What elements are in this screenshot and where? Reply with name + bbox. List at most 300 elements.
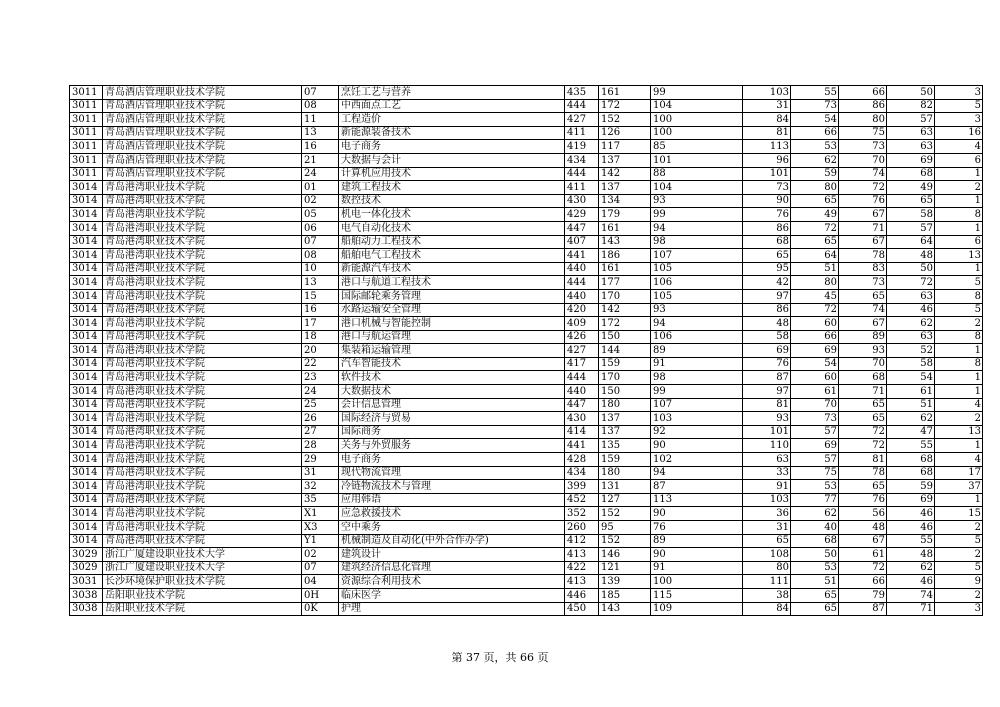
cell-col-12: 1 bbox=[935, 167, 983, 181]
cell-major-name: 临床医学 bbox=[339, 588, 565, 602]
cell-col-11: 55 bbox=[887, 534, 935, 548]
cell-col-12: 3 bbox=[935, 113, 983, 127]
cell-school-name: 青岛港湾职业技术学院 bbox=[103, 344, 302, 358]
cell-school-name: 青岛酒店管理职业技术学院 bbox=[103, 86, 302, 100]
cell-col-12: 5 bbox=[935, 276, 983, 290]
cell-col-6: 142 bbox=[599, 167, 651, 181]
cell-col-9: 49 bbox=[791, 208, 839, 222]
cell-school-name: 青岛港湾职业技术学院 bbox=[103, 262, 302, 276]
cell-col-8: 113 bbox=[743, 140, 791, 154]
cell-school-name: 青岛港湾职业技术学院 bbox=[103, 412, 302, 426]
cell-col-6: 186 bbox=[599, 249, 651, 263]
cell-school-code: 3014 bbox=[70, 493, 103, 507]
cell-col-11: 48 bbox=[887, 249, 935, 263]
cell-col-10: 70 bbox=[839, 153, 887, 167]
cell-major-name: 国际经济与贸易 bbox=[339, 412, 565, 426]
cell-major-code: 07 bbox=[302, 235, 339, 249]
cell-col-9: 55 bbox=[791, 86, 839, 100]
cell-score: 414 bbox=[565, 425, 599, 439]
cell-col-10: 71 bbox=[839, 385, 887, 399]
cell-col-8: 84 bbox=[743, 113, 791, 127]
cell-col-9: 68 bbox=[791, 534, 839, 548]
cell-col-8: 65 bbox=[743, 249, 791, 263]
cell-school-name: 青岛港湾职业技术学院 bbox=[103, 493, 302, 507]
cell-col-7: 101 bbox=[651, 153, 743, 167]
cell-school-name: 青岛酒店管理职业技术学院 bbox=[103, 99, 302, 113]
cell-col-9: 50 bbox=[791, 548, 839, 562]
cell-score: 428 bbox=[565, 453, 599, 467]
cell-score: 444 bbox=[565, 276, 599, 290]
table-row bbox=[70, 153, 983, 167]
cell-score: 444 bbox=[565, 99, 599, 113]
cell-col-11: 65 bbox=[887, 194, 935, 208]
cell-col-8: 91 bbox=[743, 480, 791, 494]
cell-major-code: 28 bbox=[302, 439, 339, 453]
cell-col-12: 6 bbox=[935, 153, 983, 167]
cell-col-7: 88 bbox=[651, 167, 743, 181]
cell-col-6: 137 bbox=[599, 425, 651, 439]
cell-col-12: 5 bbox=[935, 534, 983, 548]
cell-col-11: 52 bbox=[887, 344, 935, 358]
cell-col-11: 72 bbox=[887, 276, 935, 290]
table-row bbox=[70, 357, 983, 371]
cell-col-9: 64 bbox=[791, 249, 839, 263]
cell-col-12: 2 bbox=[935, 317, 983, 331]
cell-col-7: 100 bbox=[651, 575, 743, 589]
cell-col-11: 63 bbox=[887, 126, 935, 140]
cell-score: 452 bbox=[565, 493, 599, 507]
cell-col-6: 143 bbox=[599, 602, 651, 616]
cell-school-name: 青岛港湾职业技术学院 bbox=[103, 480, 302, 494]
table-row bbox=[70, 167, 983, 181]
table-row bbox=[70, 140, 983, 154]
cell-col-12: 13 bbox=[935, 425, 983, 439]
cell-col-10: 73 bbox=[839, 140, 887, 154]
cell-col-11: 69 bbox=[887, 153, 935, 167]
table-row bbox=[70, 602, 983, 616]
cell-major-code: 02 bbox=[302, 194, 339, 208]
cell-col-12: 9 bbox=[935, 575, 983, 589]
cell-major-code: 35 bbox=[302, 493, 339, 507]
cell-col-6: 150 bbox=[599, 330, 651, 344]
cell-col-12: 2 bbox=[935, 521, 983, 535]
cell-col-9: 75 bbox=[791, 466, 839, 480]
cell-school-code: 3014 bbox=[70, 208, 103, 222]
cell-col-12: 3 bbox=[935, 86, 983, 100]
cell-major-code: 15 bbox=[302, 289, 339, 303]
cell-score: 441 bbox=[565, 439, 599, 453]
cell-col-9: 73 bbox=[791, 412, 839, 426]
cell-score: 412 bbox=[565, 534, 599, 548]
cell-major-code: 10 bbox=[302, 262, 339, 276]
cell-col-9: 72 bbox=[791, 303, 839, 317]
cell-major-name: 护理 bbox=[339, 602, 565, 616]
cell-col-11: 46 bbox=[887, 507, 935, 521]
cell-major-code: 0K bbox=[302, 602, 339, 616]
cell-major-code: 13 bbox=[302, 126, 339, 140]
table-row bbox=[70, 126, 983, 140]
cell-col-8: 36 bbox=[743, 507, 791, 521]
cell-col-9: 80 bbox=[791, 181, 839, 195]
table-row bbox=[70, 276, 983, 290]
cell-col-7: 100 bbox=[651, 126, 743, 140]
cell-col-9: 70 bbox=[791, 398, 839, 412]
cell-col-6: 150 bbox=[599, 385, 651, 399]
cell-col-6: 159 bbox=[599, 357, 651, 371]
cell-school-code: 3014 bbox=[70, 507, 103, 521]
cell-col-9: 57 bbox=[791, 453, 839, 467]
cell-score: 450 bbox=[565, 602, 599, 616]
table-row bbox=[70, 534, 983, 548]
cell-col-11: 57 bbox=[887, 221, 935, 235]
cell-col-10: 76 bbox=[839, 194, 887, 208]
cell-col-12: 1 bbox=[935, 493, 983, 507]
cell-col-9: 53 bbox=[791, 140, 839, 154]
cell-col-9: 69 bbox=[791, 439, 839, 453]
cell-col-8: 101 bbox=[743, 425, 791, 439]
cell-major-code: 23 bbox=[302, 371, 339, 385]
cell-school-name: 岳阳职业技术学院 bbox=[103, 602, 302, 616]
cell-col-8: 90 bbox=[743, 194, 791, 208]
cell-col-12: 37 bbox=[935, 480, 983, 494]
cell-major-code: X3 bbox=[302, 521, 339, 535]
cell-col-8: 110 bbox=[743, 439, 791, 453]
cell-col-10: 67 bbox=[839, 534, 887, 548]
cell-major-name: 建筑设计 bbox=[339, 548, 565, 562]
cell-col-11: 47 bbox=[887, 425, 935, 439]
cell-col-12: 1 bbox=[935, 344, 983, 358]
cell-col-12: 13 bbox=[935, 249, 983, 263]
cell-col-9: 60 bbox=[791, 317, 839, 331]
cell-col-6: 180 bbox=[599, 466, 651, 480]
cell-col-6: 146 bbox=[599, 548, 651, 562]
cell-col-7: 89 bbox=[651, 534, 743, 548]
cell-school-name: 青岛酒店管理职业技术学院 bbox=[103, 153, 302, 167]
cell-col-12: 3 bbox=[935, 602, 983, 616]
cell-col-9: 77 bbox=[791, 493, 839, 507]
cell-col-7: 115 bbox=[651, 588, 743, 602]
cell-col-11: 63 bbox=[887, 330, 935, 344]
cell-col-9: 59 bbox=[791, 167, 839, 181]
table-row bbox=[70, 521, 983, 535]
cell-col-11: 61 bbox=[887, 385, 935, 399]
cell-col-11: 58 bbox=[887, 208, 935, 222]
cell-col-12: 4 bbox=[935, 398, 983, 412]
cell-col-8: 87 bbox=[743, 371, 791, 385]
cell-col-10: 73 bbox=[839, 276, 887, 290]
cell-score: 444 bbox=[565, 371, 599, 385]
cell-col-7: 104 bbox=[651, 99, 743, 113]
cell-school-code: 3014 bbox=[70, 249, 103, 263]
cell-school-name: 青岛港湾职业技术学院 bbox=[103, 208, 302, 222]
cell-col-10: 76 bbox=[839, 493, 887, 507]
cell-school-code: 3014 bbox=[70, 276, 103, 290]
cell-col-8: 111 bbox=[743, 575, 791, 589]
cell-major-name: 国际邮轮乘务管理 bbox=[339, 289, 565, 303]
cell-col-7: 91 bbox=[651, 357, 743, 371]
cell-col-9: 53 bbox=[791, 561, 839, 575]
cell-col-8: 108 bbox=[743, 548, 791, 562]
cell-major-name: 工程造价 bbox=[339, 113, 565, 127]
cell-col-11: 46 bbox=[887, 303, 935, 317]
cell-col-6: 170 bbox=[599, 289, 651, 303]
table-row bbox=[70, 113, 983, 127]
cell-major-code: 07 bbox=[302, 561, 339, 575]
table-row bbox=[70, 194, 983, 208]
table-row bbox=[70, 221, 983, 235]
cell-major-name: 应用韩语 bbox=[339, 493, 565, 507]
cell-major-code: 04 bbox=[302, 575, 339, 589]
cell-col-12: 4 bbox=[935, 453, 983, 467]
cell-col-6: 185 bbox=[599, 588, 651, 602]
cell-score: 435 bbox=[565, 86, 599, 100]
table-row bbox=[70, 317, 983, 331]
cell-col-7: 93 bbox=[651, 194, 743, 208]
table-row bbox=[70, 289, 983, 303]
cell-col-9: 66 bbox=[791, 126, 839, 140]
cell-col-6: 161 bbox=[599, 262, 651, 276]
cell-school-code: 3038 bbox=[70, 588, 103, 602]
cell-col-12: 8 bbox=[935, 330, 983, 344]
cell-col-12: 8 bbox=[935, 208, 983, 222]
cell-col-8: 96 bbox=[743, 153, 791, 167]
table-row bbox=[70, 480, 983, 494]
cell-score: 413 bbox=[565, 548, 599, 562]
cell-school-code: 3014 bbox=[70, 289, 103, 303]
cell-school-name: 浙江广厦建设职业技术大学 bbox=[103, 548, 302, 562]
cell-score: 352 bbox=[565, 507, 599, 521]
cell-score: 434 bbox=[565, 153, 599, 167]
cell-major-name: 现代物流管理 bbox=[339, 466, 565, 480]
cell-major-code: 20 bbox=[302, 344, 339, 358]
cell-major-name: 港口与航道工程技术 bbox=[339, 276, 565, 290]
table-row bbox=[70, 235, 983, 249]
cell-col-10: 80 bbox=[839, 113, 887, 127]
cell-col-11: 63 bbox=[887, 140, 935, 154]
cell-major-name: 港口与航运管理 bbox=[339, 330, 565, 344]
cell-col-10: 72 bbox=[839, 181, 887, 195]
cell-col-11: 51 bbox=[887, 398, 935, 412]
cell-school-code: 3014 bbox=[70, 330, 103, 344]
cell-score: 409 bbox=[565, 317, 599, 331]
cell-col-11: 48 bbox=[887, 548, 935, 562]
cell-col-11: 50 bbox=[887, 86, 935, 100]
cell-col-10: 65 bbox=[839, 480, 887, 494]
cell-col-9: 66 bbox=[791, 330, 839, 344]
cell-col-7: 98 bbox=[651, 371, 743, 385]
cell-major-name: 电子商务 bbox=[339, 140, 565, 154]
cell-major-code: 16 bbox=[302, 303, 339, 317]
cell-col-6: 172 bbox=[599, 317, 651, 331]
table-row bbox=[70, 303, 983, 317]
cell-col-10: 65 bbox=[839, 289, 887, 303]
cell-col-7: 100 bbox=[651, 113, 743, 127]
cell-major-name: 汽车智能技术 bbox=[339, 357, 565, 371]
cell-major-name: 国际商务 bbox=[339, 425, 565, 439]
cell-col-9: 40 bbox=[791, 521, 839, 535]
cell-col-10: 71 bbox=[839, 221, 887, 235]
table-row bbox=[70, 385, 983, 399]
cell-col-10: 78 bbox=[839, 249, 887, 263]
cell-score: 399 bbox=[565, 480, 599, 494]
table-row bbox=[70, 86, 983, 100]
cell-score: 440 bbox=[565, 262, 599, 276]
cell-school-code: 3011 bbox=[70, 113, 103, 127]
cell-school-code: 3029 bbox=[70, 561, 103, 575]
cell-col-7: 102 bbox=[651, 453, 743, 467]
cell-school-name: 青岛酒店管理职业技术学院 bbox=[103, 113, 302, 127]
cell-col-8: 33 bbox=[743, 466, 791, 480]
table-row bbox=[70, 439, 983, 453]
cell-col-7: 90 bbox=[651, 548, 743, 562]
cell-col-9: 54 bbox=[791, 113, 839, 127]
cell-col-10: 48 bbox=[839, 521, 887, 535]
table-row bbox=[70, 493, 983, 507]
cell-col-6: 135 bbox=[599, 439, 651, 453]
cell-major-code: 07 bbox=[302, 86, 339, 100]
cell-col-7: 109 bbox=[651, 602, 743, 616]
cell-school-name: 青岛港湾职业技术学院 bbox=[103, 534, 302, 548]
cell-col-8: 38 bbox=[743, 588, 791, 602]
cell-col-6: 172 bbox=[599, 99, 651, 113]
table-body bbox=[70, 86, 983, 616]
cell-col-11: 62 bbox=[887, 412, 935, 426]
cell-col-10: 67 bbox=[839, 208, 887, 222]
table-row bbox=[70, 344, 983, 358]
cell-col-12: 5 bbox=[935, 99, 983, 113]
cell-col-8: 80 bbox=[743, 561, 791, 575]
cell-school-code: 3014 bbox=[70, 534, 103, 548]
cell-school-code: 3014 bbox=[70, 439, 103, 453]
cell-score: 422 bbox=[565, 561, 599, 575]
cell-col-7: 99 bbox=[651, 385, 743, 399]
cell-col-6: 142 bbox=[599, 303, 651, 317]
cell-major-name: 水路运输安全管理 bbox=[339, 303, 565, 317]
cell-col-6: 137 bbox=[599, 412, 651, 426]
cell-col-10: 74 bbox=[839, 167, 887, 181]
cell-score: 430 bbox=[565, 194, 599, 208]
table-row bbox=[70, 208, 983, 222]
table-row bbox=[70, 262, 983, 276]
cell-col-7: 104 bbox=[651, 181, 743, 195]
cell-major-code: 24 bbox=[302, 167, 339, 181]
cell-school-name: 青岛港湾职业技术学院 bbox=[103, 357, 302, 371]
cell-major-code: 05 bbox=[302, 208, 339, 222]
cell-school-name: 青岛港湾职业技术学院 bbox=[103, 194, 302, 208]
cell-col-11: 68 bbox=[887, 167, 935, 181]
cell-major-code: 31 bbox=[302, 466, 339, 480]
cell-school-code: 3011 bbox=[70, 167, 103, 181]
cell-col-8: 84 bbox=[743, 602, 791, 616]
cell-school-name: 青岛港湾职业技术学院 bbox=[103, 521, 302, 535]
cell-school-name: 青岛港湾职业技术学院 bbox=[103, 453, 302, 467]
cell-col-9: 60 bbox=[791, 371, 839, 385]
cell-major-code: 16 bbox=[302, 140, 339, 154]
cell-major-name: 机械制造及自动化(中外合作办学) bbox=[339, 534, 565, 548]
cell-school-name: 青岛港湾职业技术学院 bbox=[103, 425, 302, 439]
cell-col-7: 92 bbox=[651, 425, 743, 439]
cell-col-10: 66 bbox=[839, 575, 887, 589]
cell-col-6: 161 bbox=[599, 86, 651, 100]
cell-col-6: 134 bbox=[599, 194, 651, 208]
cell-col-9: 65 bbox=[791, 194, 839, 208]
cell-school-name: 青岛港湾职业技术学院 bbox=[103, 221, 302, 235]
cell-major-code: 13 bbox=[302, 276, 339, 290]
cell-col-11: 69 bbox=[887, 493, 935, 507]
cell-col-8: 76 bbox=[743, 357, 791, 371]
cell-score: 420 bbox=[565, 303, 599, 317]
cell-col-12: 6 bbox=[935, 235, 983, 249]
cell-major-code: Y1 bbox=[302, 534, 339, 548]
cell-col-6: 177 bbox=[599, 276, 651, 290]
cell-score: 411 bbox=[565, 126, 599, 140]
cell-major-name: 资源综合利用技术 bbox=[339, 575, 565, 589]
table-row bbox=[70, 398, 983, 412]
cell-col-9: 54 bbox=[791, 357, 839, 371]
cell-col-8: 81 bbox=[743, 398, 791, 412]
cell-school-code: 3011 bbox=[70, 99, 103, 113]
cell-school-code: 3014 bbox=[70, 181, 103, 195]
cell-school-code: 3014 bbox=[70, 412, 103, 426]
cell-score: 440 bbox=[565, 289, 599, 303]
cell-col-10: 72 bbox=[839, 561, 887, 575]
cell-col-10: 75 bbox=[839, 126, 887, 140]
cell-col-8: 48 bbox=[743, 317, 791, 331]
cell-col-10: 78 bbox=[839, 466, 887, 480]
cell-school-code: 3014 bbox=[70, 262, 103, 276]
cell-major-name: 新能源汽车技术 bbox=[339, 262, 565, 276]
cell-score: 419 bbox=[565, 140, 599, 154]
cell-major-name: 电子商务 bbox=[339, 453, 565, 467]
cell-col-11: 74 bbox=[887, 588, 935, 602]
cell-col-7: 90 bbox=[651, 439, 743, 453]
cell-major-code: 24 bbox=[302, 385, 339, 399]
cell-col-9: 65 bbox=[791, 588, 839, 602]
cell-major-name: 船舶动力工程技术 bbox=[339, 235, 565, 249]
cell-col-10: 93 bbox=[839, 344, 887, 358]
table-row bbox=[70, 548, 983, 562]
cell-col-6: 161 bbox=[599, 221, 651, 235]
cell-school-name: 青岛港湾职业技术学院 bbox=[103, 276, 302, 290]
cell-major-code: 26 bbox=[302, 412, 339, 426]
cell-col-7: 87 bbox=[651, 480, 743, 494]
cell-major-code: 27 bbox=[302, 425, 339, 439]
cell-col-8: 58 bbox=[743, 330, 791, 344]
cell-col-7: 99 bbox=[651, 86, 743, 100]
cell-col-11: 49 bbox=[887, 181, 935, 195]
cell-score: 446 bbox=[565, 588, 599, 602]
cell-score: 417 bbox=[565, 357, 599, 371]
cell-col-11: 82 bbox=[887, 99, 935, 113]
cell-col-7: 106 bbox=[651, 276, 743, 290]
cell-col-12: 17 bbox=[935, 466, 983, 480]
cell-major-name: 建筑经济信息化管理 bbox=[339, 561, 565, 575]
cell-school-code: 3014 bbox=[70, 453, 103, 467]
cell-col-9: 61 bbox=[791, 385, 839, 399]
cell-school-code: 3014 bbox=[70, 357, 103, 371]
cell-col-9: 45 bbox=[791, 289, 839, 303]
cell-score: 440 bbox=[565, 385, 599, 399]
cell-school-name: 青岛港湾职业技术学院 bbox=[103, 398, 302, 412]
cell-col-8: 86 bbox=[743, 303, 791, 317]
cell-major-name: 计算机应用技术 bbox=[339, 167, 565, 181]
cell-col-6: 139 bbox=[599, 575, 651, 589]
cell-col-7: 93 bbox=[651, 303, 743, 317]
cell-col-9: 51 bbox=[791, 575, 839, 589]
cell-major-code: 21 bbox=[302, 153, 339, 167]
cell-col-7: 89 bbox=[651, 344, 743, 358]
cell-col-8: 101 bbox=[743, 167, 791, 181]
